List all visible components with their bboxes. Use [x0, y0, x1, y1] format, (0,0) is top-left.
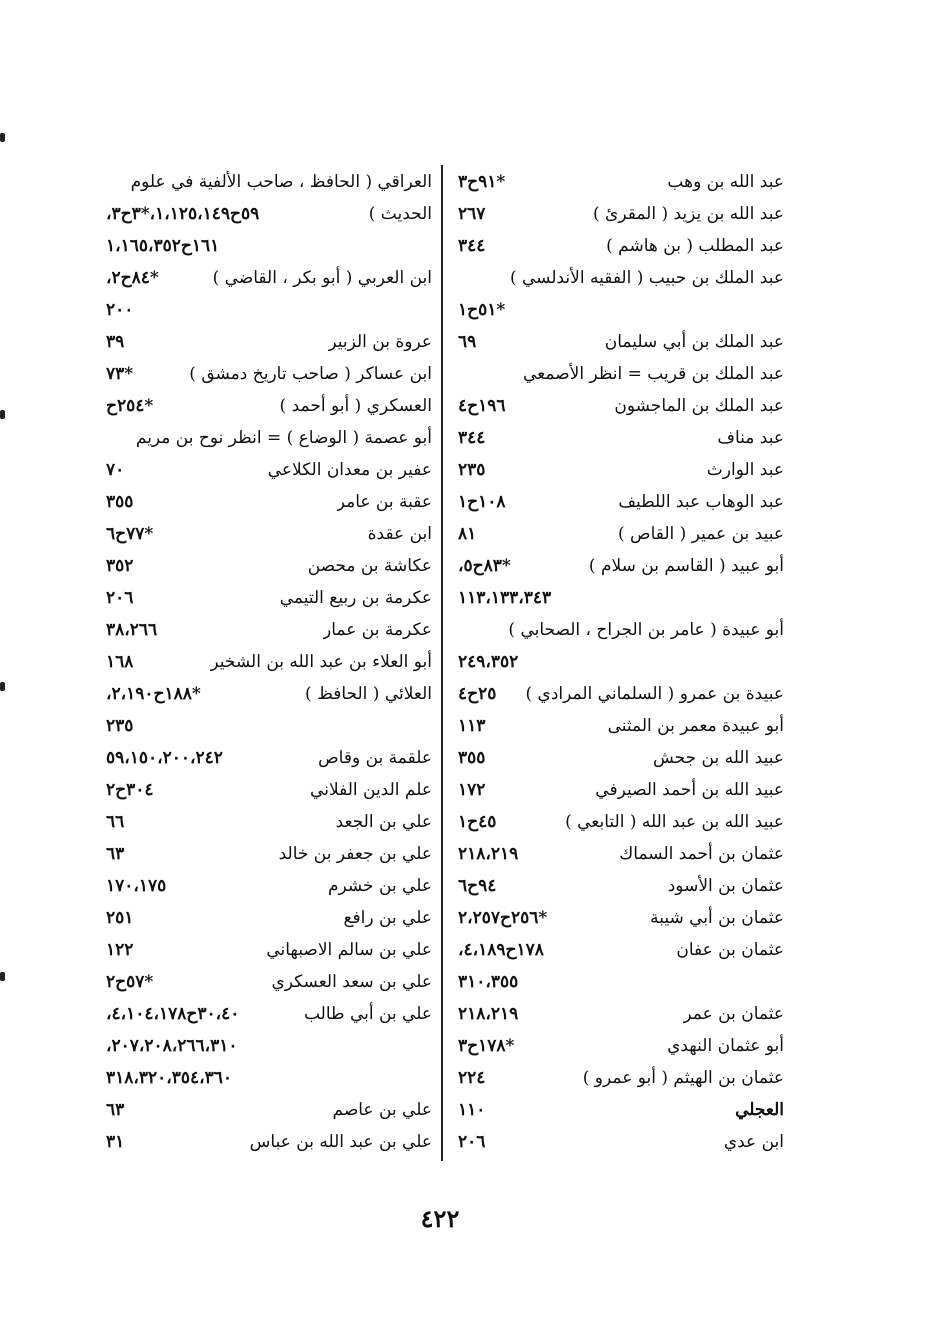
index-entry	[100, 518, 432, 550]
entry-pages: ٣١٨،٣٢٠،٣٥٤،٣٦٠	[106, 1068, 233, 1088]
entry-pages: *٨٤ح٢،	[106, 268, 159, 288]
entry-pages: *٥١ح١	[458, 300, 506, 320]
entry-name: علي بن عبد الله بن عباس	[249, 1132, 432, 1152]
entry-name: علي بن الجعد	[335, 812, 432, 832]
entry-pages: ١٦١ح١،١٦٥،٣٥٢	[106, 236, 220, 256]
entry-pages: ٨١	[458, 524, 477, 544]
entry-pages: ٥٩،١٥٠،٢٠٠،٢٤٢	[106, 748, 223, 768]
entry-name: عبد مناف	[717, 428, 784, 448]
entry-pages: ٢٢٤	[458, 1068, 486, 1088]
entry-name: عبد الوارث	[706, 460, 784, 480]
index-entry	[452, 262, 784, 294]
index-entry	[452, 806, 784, 838]
entry-name: عبد الوهاب عبد اللطيف	[618, 492, 784, 512]
index-entry	[100, 870, 432, 902]
index-entry	[100, 326, 432, 358]
index-entry	[100, 582, 432, 614]
entry-name: عبد الملك بن أبي سليمان	[604, 332, 784, 352]
entry-pages: ١٧٢	[458, 780, 486, 800]
entry-pages: *١٧٨ح٣	[458, 1036, 515, 1056]
entry-pages: ٢٠٧،٢٠٨،٢٦٦،٣١٠،	[106, 1036, 238, 1056]
index-entry	[452, 710, 784, 742]
entry-pages: ٣٤٤	[458, 428, 486, 448]
entry-pages: ٣٥٥	[106, 492, 134, 512]
entry-pages: *٧٧ح٦	[106, 524, 154, 544]
entry-name: علي بن عاصم	[332, 1100, 432, 1120]
entry-name: علم الدين الفلاني	[310, 780, 432, 800]
index-entry	[100, 198, 432, 230]
entry-name: عثمان بن أحمد السماك	[619, 844, 784, 864]
index-entry	[100, 422, 432, 454]
page-number: ٤٢٢	[420, 1204, 460, 1233]
entry-name: عبد المطلب ( بن هاشم )	[606, 236, 784, 256]
index-entry	[452, 998, 784, 1030]
index-entry	[100, 998, 432, 1030]
index-entry	[452, 774, 784, 806]
scan-mark-lower	[0, 682, 5, 691]
index-entry	[452, 582, 784, 614]
entry-name: الحديث )	[368, 204, 432, 224]
entry-pages: ٣٠٤ح٢	[106, 780, 154, 800]
entry-pages: ٢١٨،٢١٩	[458, 844, 519, 864]
entry-name: عفير بن معدان الكلاعي	[267, 460, 432, 480]
entry-name: أبو عصمة ( الوضاع ) = انظر نوح بن مريم	[135, 428, 432, 448]
index-entry	[452, 518, 784, 550]
index-entry	[452, 742, 784, 774]
index-entry	[100, 454, 432, 486]
index-entry	[452, 1126, 784, 1158]
entry-pages: ٦٦	[106, 812, 125, 832]
entry-pages: *٩١ح٣	[458, 172, 506, 192]
entry-name: علي بن أبي طالب	[303, 1004, 432, 1024]
entry-name: عبيدة بن عمرو ( السلماني المرادي )	[525, 684, 784, 704]
entry-pages: ٦٣	[106, 1100, 125, 1120]
index-entry	[100, 678, 432, 710]
index-entry	[452, 902, 784, 934]
index-entry	[100, 934, 432, 966]
entry-pages: ٢٤٩،٣٥٢	[458, 652, 519, 672]
index-entry	[100, 390, 432, 422]
scan-mark-bottom	[0, 972, 5, 981]
entry-pages: ٣١٠،٣٥٥	[458, 972, 519, 992]
entry-pages: ١١٣،١٣٣،٣٤٣	[458, 588, 552, 608]
index-entry	[100, 902, 432, 934]
entry-pages: ١١٠	[458, 1100, 486, 1120]
entry-pages: ١٧٠،١٧٥	[106, 876, 167, 896]
entry-name: ابن عدي	[723, 1132, 784, 1152]
entry-pages: ٢٠٠	[106, 300, 134, 320]
entry-pages: ٣٥٢	[106, 556, 134, 576]
index-entry	[100, 294, 432, 326]
entry-name: العجلي	[735, 1100, 784, 1120]
index-entry	[100, 710, 432, 742]
entry-name: عكاشة بن محصن	[307, 556, 432, 576]
index-entry	[452, 422, 784, 454]
index-entry	[452, 966, 784, 998]
entry-name: عبد الملك بن الماجشون	[614, 396, 784, 416]
entry-name: عثمان بن عمر	[683, 1004, 784, 1024]
index-entry	[452, 326, 784, 358]
entry-name: أبو عبيدة ( عامر بن الجراح ، الصحابي )	[508, 620, 784, 640]
entry-pages: ١١٣	[458, 716, 486, 736]
entry-pages: ٢٣٥	[458, 460, 486, 480]
entry-pages: ٥٩ح١،١٢٥،١٤٩،*٣ح٣،	[106, 204, 260, 224]
entry-pages: ١٠٨ح١	[458, 492, 506, 512]
entry-name: علي بن جعفر بن خالد	[278, 844, 432, 864]
index-entry	[452, 166, 784, 198]
entry-name: علي بن خشرم	[327, 876, 432, 896]
index-entry	[100, 614, 432, 646]
entry-pages: ٣١	[106, 1132, 125, 1152]
entry-name: عبد الملك بن حبيب ( الفقيه الأندلسي )	[509, 268, 784, 288]
index-entry	[100, 806, 432, 838]
entry-pages: ٤٥ح١	[458, 812, 497, 832]
entry-pages: ٦٩	[458, 332, 477, 352]
entry-pages: ٣٨،٢٦٦	[106, 620, 158, 640]
index-entry	[100, 358, 432, 390]
entry-pages: ٢٥١	[106, 908, 134, 928]
entry-name: عثمان بن الأسود	[667, 876, 784, 896]
index-entry	[100, 1126, 432, 1158]
entry-pages: ٣٩	[106, 332, 125, 352]
index-entry	[100, 838, 432, 870]
entry-pages: ٣٤٤	[458, 236, 486, 256]
entry-name: عبد الملك بن قريب = انظر الأصمعي	[523, 364, 784, 384]
entry-pages: ١٢٢	[106, 940, 134, 960]
entry-name: علي بن رافع	[343, 908, 432, 928]
entry-pages: ١٩٦ح٤	[458, 396, 506, 416]
index-entry	[452, 294, 784, 326]
index-entry	[452, 646, 784, 678]
entry-pages: ١٦٨	[106, 652, 134, 672]
entry-name: علي بن سالم الاصبهاني	[266, 940, 432, 960]
column-divider	[441, 165, 443, 1161]
entry-pages: ٧٠	[106, 460, 125, 480]
index-entry	[100, 1094, 432, 1126]
entry-name: علي بن سعد العسكري	[271, 972, 432, 992]
entry-name: عبيد الله بن أحمد الصيرفي	[595, 780, 784, 800]
index-entry	[100, 262, 432, 294]
index-entry	[452, 1062, 784, 1094]
index-entry	[100, 646, 432, 678]
index-entry	[100, 742, 432, 774]
entry-name: علقمة بن وقاص	[318, 748, 432, 768]
index-entry	[100, 1030, 432, 1062]
entry-name: أبو عبيدة معمر بن المثنى	[607, 716, 784, 736]
entry-pages: ٢٦٧	[458, 204, 486, 224]
entry-name: عبد الله بن يزيد ( المقرئ )	[593, 204, 784, 224]
entry-pages: ٢٠٦	[458, 1132, 486, 1152]
entry-name: أبو عثمان النهدي	[667, 1036, 784, 1056]
index-entry	[452, 198, 784, 230]
entry-pages: ٣٥٥	[458, 748, 486, 768]
entry-name: عكرمة بن ربيع التيمي	[279, 588, 432, 608]
entry-name: العراقي ( الحافظ ، صاحب الألفية في علوم	[130, 172, 432, 192]
entry-name: العلائي ( الحافظ )	[305, 684, 432, 704]
entry-name: عقبة بن عامر	[336, 492, 432, 512]
index-entry	[452, 390, 784, 422]
entry-name: أبو العلاء بن عبد الله بن الشخير	[210, 652, 432, 672]
index-entry	[452, 486, 784, 518]
index-entry	[452, 550, 784, 582]
entry-name: عكرمة بن عمار	[323, 620, 432, 640]
entry-pages: ٣٠،٤٠ح٤،١٠٤،١٧٨،	[106, 1004, 240, 1024]
entry-pages: *٧٣	[106, 364, 134, 384]
entry-name: عبد الله بن وهب	[667, 172, 784, 192]
index-entry	[452, 230, 784, 262]
index-entry	[452, 934, 784, 966]
index-entry	[100, 486, 432, 518]
entry-pages: *٢٥٤ح	[106, 396, 154, 416]
entry-name: ابن عساكر ( صاحب تاريخ دمشق )	[189, 364, 432, 384]
entry-name: عثمان بن أبي شيبة	[650, 908, 784, 928]
entry-name: عبيد الله بن جحش	[652, 748, 784, 768]
index-entry	[100, 230, 432, 262]
entry-name: ابن عقدة	[367, 524, 432, 544]
scan-mark-top	[0, 133, 5, 142]
index-entry	[100, 1062, 432, 1094]
entry-pages: ٢٣٥	[106, 716, 134, 736]
index-entry	[452, 358, 784, 390]
index-entry	[452, 838, 784, 870]
index-entry	[100, 550, 432, 582]
entry-name: أبو عبيد ( القاسم بن سلام )	[588, 556, 784, 576]
index-column-right	[452, 166, 784, 1158]
entry-pages: *٢٥٦ح٢،٢٥٧	[458, 908, 548, 928]
entry-name: العسكري ( أبو أحمد )	[279, 396, 432, 416]
entry-pages: ٦٣	[106, 844, 125, 864]
entry-pages: *٥٧ح٢	[106, 972, 154, 992]
entry-pages: ٢٠٦	[106, 588, 134, 608]
entry-name: عبيد بن عمير ( القاص )	[618, 524, 784, 544]
entry-name: عثمان بن عفان	[676, 940, 784, 960]
entry-pages: ١٧٨ح٤،١٨٩،	[458, 940, 544, 960]
index-entry	[100, 774, 432, 806]
entry-pages: ٩٤ح٦	[458, 876, 497, 896]
entry-name: ابن العربي ( أبو بكر ، القاضي )	[212, 268, 432, 288]
entry-pages: *٨٣ح٥،	[458, 556, 511, 576]
index-entry	[452, 678, 784, 710]
index-entry	[452, 1094, 784, 1126]
index-entry	[452, 454, 784, 486]
entry-name: عروة بن الزبير	[328, 332, 432, 352]
index-entry	[100, 166, 432, 198]
entry-name: عثمان بن الهيثم ( أبو عمرو )	[582, 1068, 784, 1088]
index-entry	[452, 614, 784, 646]
entry-name: عبيد الله بن عبد الله ( التابعي )	[565, 812, 784, 832]
entry-pages: *١٨٨ح٢،١٩٠،	[106, 684, 201, 704]
index-entry	[100, 966, 432, 998]
entry-pages: ٢١٨،٢١٩	[458, 1004, 519, 1024]
entry-pages: ٢٥ح٤	[458, 684, 497, 704]
scan-mark-middle	[0, 410, 5, 419]
index-entry	[452, 1030, 784, 1062]
index-entry	[452, 870, 784, 902]
index-column-left	[100, 166, 432, 1158]
